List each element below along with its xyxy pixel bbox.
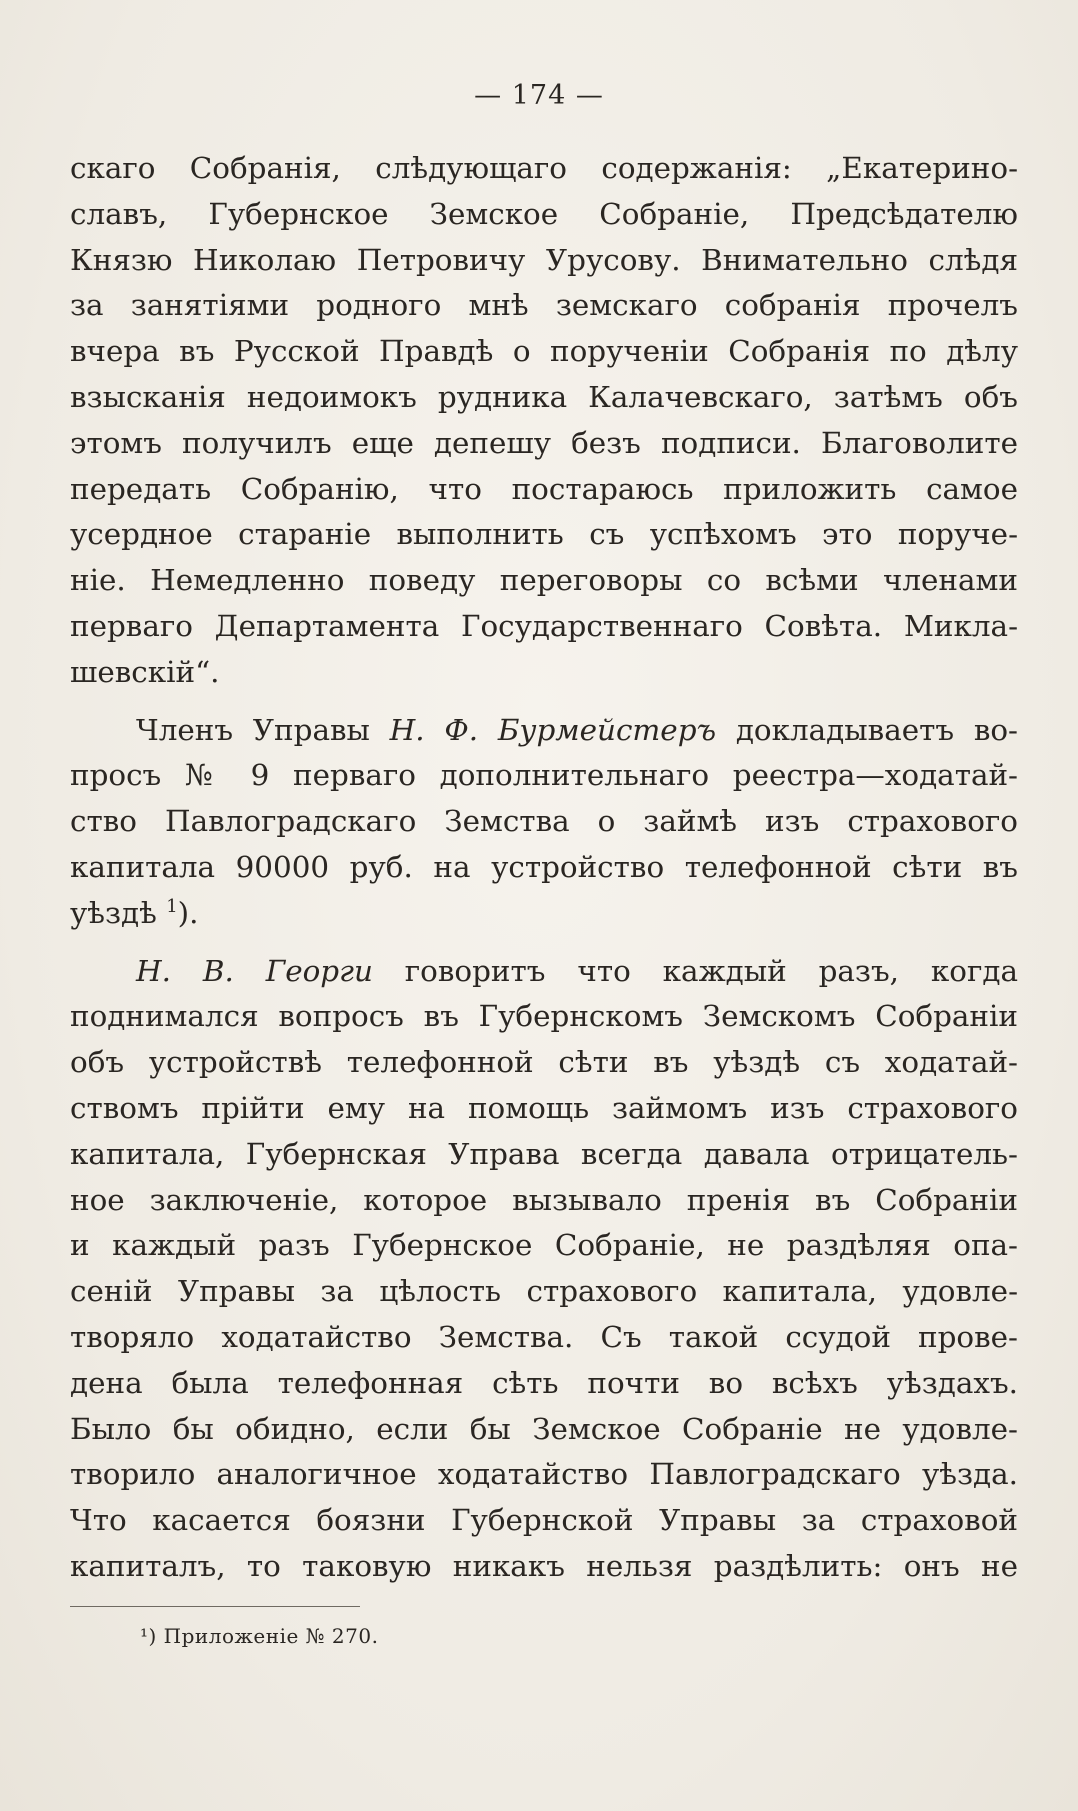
text-line: передать Собранію, что постараюсь приложить самое [70,471,1018,506]
page-number: — 174 — [474,80,604,111]
body-text [70,146,1018,1590]
text-line: капитала, Губернская Управа всегда давала отрицатель- [70,1136,1018,1171]
text-line: и каждый разъ Губернское Собраніе, не раздѣляя опа- [70,1228,1018,1263]
text-line: ствомъ прійти ему на помощь займомъ изъ страхового [70,1090,1018,1125]
footnote-ref: 1 [166,895,178,917]
text-run: говоритъ что каждый разъ, когда [372,953,1018,988]
text-line: перваго Департамента Государственнаго Совѣта. Микла- [70,608,1018,643]
footnote-divider [70,1606,360,1607]
speaker-name: Н. Ф. Бурмейстеръ [389,712,717,747]
paragraph-speech [70,949,1018,1590]
text-line: усердное стараніе выполнить съ успѣхомъ это поруче- [70,517,1018,552]
text-line: ніе. Немедленно поведу переговоры со всѣми членами [70,563,1018,598]
text-line: объ устройствѣ телефонной сѣти въ уѣздѣ съ ходатай- [70,1045,1018,1080]
text-line: ное заключеніе, которое вызывало пренія въ Собраніи [70,1182,1018,1217]
text-line: вчера въ Русской Правдѣ о порученіи Собранія по дѣлу [70,334,1018,369]
speaker-name: Н. В. Георги [136,953,373,988]
text-line: Что касается боязни Губернской Управы за страховой [70,1503,1018,1538]
text-line: просъ № 9 перваго дополнительнаго реестра—ходатай- [70,758,1018,793]
text-run: ). [177,895,199,930]
text-line [70,949,1018,995]
paragraph-telegram [70,146,1018,696]
text-line: дена была телефонная сѣть почти во всѣхъ уѣздахъ. [70,1365,1018,1400]
text-line [70,708,1018,754]
text-line: взысканія недоимокъ рудника Калачевскаго, затѣмъ объ [70,379,1018,414]
footnote: ¹) Приложеніе № 270. [140,1624,379,1648]
text-line: капитала 90000 руб. на устройство телефонной сѣти въ [70,849,1018,884]
text-line [70,891,1018,937]
text-line: поднимался вопросъ въ Губернскомъ Земскомъ Собраніи [70,999,1018,1034]
text-line: ство Павлоградскаго Земства о займѣ изъ страхового [70,804,1018,839]
text-line: шевскій“. [70,654,220,689]
text-line: славъ, Губернское Земское Собраніе, Предсѣдателю [70,196,1018,231]
text-run: докладываетъ во- [716,712,1018,747]
paragraph-report [70,708,1018,937]
text-line: капиталъ, то таковую никакъ нельзя раздѣлить: онъ не [70,1548,1018,1583]
text-line: за занятіями родного мнѣ земскаго собранія прочелъ [70,288,1018,323]
text-line: Было бы обидно, если бы Земское Собраніе не удовле- [70,1411,1018,1446]
text-line: скаго Собранія, слѣдующаго содержанія: „Екатерино- [70,151,1018,185]
text-line: творяло ходатайство Земства. Съ такой ссудой прове- [70,1319,1018,1354]
text-line: Князю Николаю Петровичу Урусову. Внимательно слѣдя [70,242,1018,277]
text-line: творило аналогичное ходатайство Павлоградскаго уѣзда. [70,1457,1018,1492]
text-line: этомъ получилъ еще депешу безъ подписи. Благоволите [70,425,1018,460]
text-line: сеній Управы за цѣлость страхового капитала, удовле- [70,1274,1018,1309]
text-run: Членъ Управы [136,712,390,747]
text-run: уѣздѣ [70,895,167,930]
